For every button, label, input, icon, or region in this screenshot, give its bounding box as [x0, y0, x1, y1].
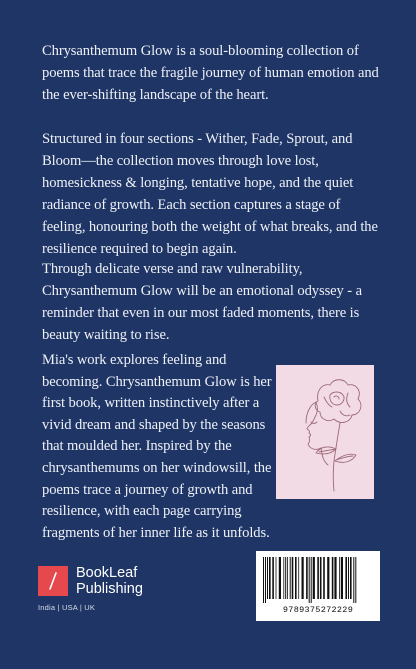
barcode-bar [313, 557, 315, 599]
face-flower-line-art-icon [276, 365, 374, 499]
barcode-bar [292, 557, 294, 599]
barcode-bar [287, 557, 288, 599]
barcode-bar [317, 557, 319, 599]
blurb-paragraph-2: Structured in four sections - Wither, Fade, Sprout, and Bloom—the collection moves through love lost, homesickness & longing, tentative hope, and the quiet radiance of growth. Each section captures a stage of feeling, honouring both the weight of what breaks, and the resilience required to begin again. [42, 131, 378, 257]
barcode-bar [323, 557, 325, 599]
barcode-bar [276, 557, 277, 599]
barcode-bar [327, 557, 329, 599]
barcode-bar [339, 557, 340, 599]
barcode-bar [350, 557, 352, 599]
barcode-bar [353, 557, 354, 603]
barcode-bar [272, 557, 274, 599]
barcode-bar [269, 557, 271, 599]
barcode-bar [302, 557, 304, 599]
barcode-bar [334, 557, 336, 599]
author-line-art-portrait [276, 365, 374, 499]
publisher-mark [38, 566, 68, 596]
barcode-bar [285, 557, 286, 599]
barcode-bar [306, 557, 308, 599]
barcode-bar [309, 557, 310, 603]
barcode-bar [341, 557, 343, 599]
publisher-name-line-1: BookLeaf [76, 565, 138, 581]
isbn-number: 9789375272229 [282, 605, 354, 615]
slash-icon [38, 566, 68, 596]
blurb-paragraph-1: Chrysanthemum Glow is a soul-blooming collection of poems that trace the fragile journey of human emotion and the ever-shifting landscape of the heart. [42, 43, 379, 103]
barcode-bar [298, 557, 299, 599]
barcode-bar [267, 557, 268, 599]
barcode-bar [295, 557, 297, 599]
barcode-bar [320, 557, 322, 599]
blurb-paragraph-3: Through delicate verse and raw vulnerability, Chrysanthemum Glow will be an emotional odyssey - a reminder that even in our most faded moments, there is beauty waiting to rise. [42, 261, 362, 343]
barcode-bar [283, 557, 284, 599]
barcode-bar [265, 557, 266, 603]
isbn-barcode [256, 551, 380, 621]
barcode-bar [263, 557, 264, 603]
barcode-bar [355, 557, 356, 603]
publisher-name-line-2: Publishing [76, 581, 143, 597]
barcode-bar [332, 557, 334, 599]
barcode-bar [279, 557, 281, 599]
barcode-bar [345, 557, 347, 599]
barcode-bar [348, 557, 349, 599]
barcode-bar [311, 557, 312, 603]
publisher-regions: India | USA | UK [38, 603, 96, 612]
barcode-bar [290, 557, 291, 599]
barcode-bars [261, 557, 375, 603]
publisher-logo [38, 566, 188, 622]
author-bio: Mia's work explores feeling and becoming. Chrysanthemum Glow is her first book, written instinctively after a vivid dream and shaped by the seasons that moulded her. Inspired by the chrysanthemums on her windowsill, the poems trace a journey of growth and resilience, with each page carrying fragments of her inner life as it unfolds. [42, 352, 272, 541]
